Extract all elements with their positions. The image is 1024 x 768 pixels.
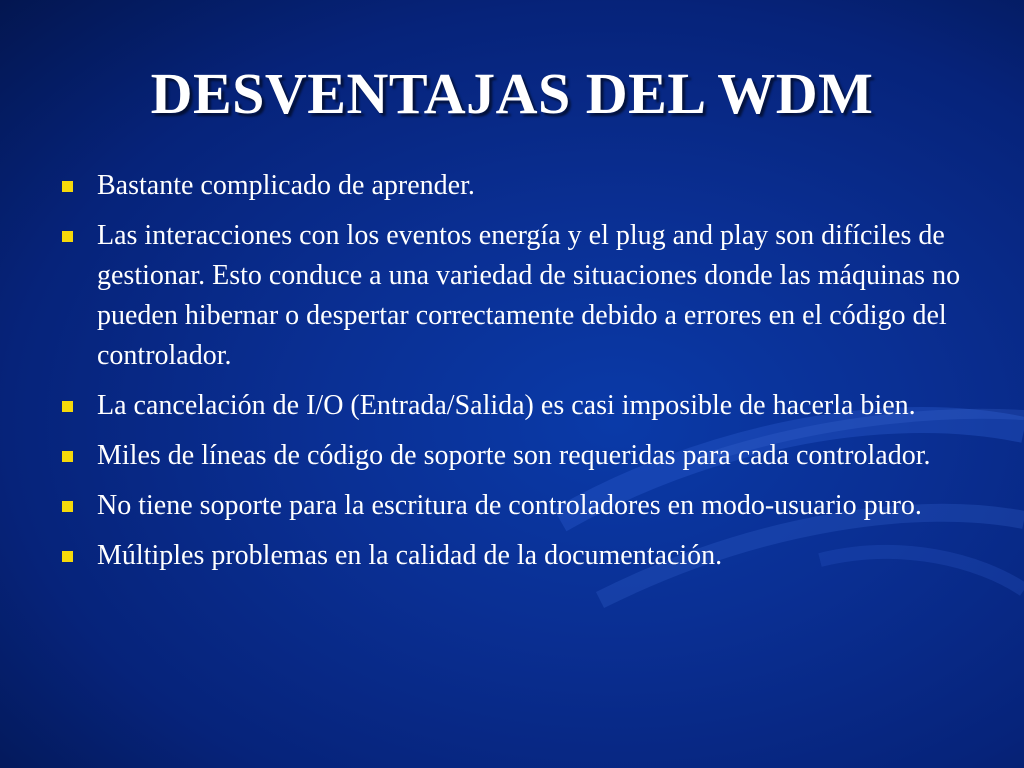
list-item <box>60 386 970 426</box>
slide-title: DESVENTAJAS DEL WDM <box>150 61 874 126</box>
bullet-text: No tiene soporte para la escritura de controladores en modo-usuario puro. <box>97 490 922 521</box>
bullet-text: Las interacciones con los eventos energía y el plug and play son difíciles de gestionar. Esto conduce a una variedad de situaciones donde las máquinas no pueden hibernar o despertar correctamente debido a errores en el código del controlador. <box>97 220 961 371</box>
square-bullet-icon <box>62 401 73 412</box>
bullet-text: Miles de líneas de código de soporte son requeridas para cada controlador. <box>97 440 931 471</box>
bullet-text: Múltiples problemas en la calidad de la documentación. <box>97 540 723 571</box>
list-item <box>60 536 970 576</box>
list-item <box>60 486 970 526</box>
square-bullet-icon <box>62 181 73 192</box>
square-bullet-icon <box>62 451 73 462</box>
square-bullet-icon <box>62 501 73 512</box>
bullet-text: La cancelación de I/O (Entrada/Salida) es casi imposible de hacerla bien. <box>97 390 916 421</box>
square-bullet-icon <box>62 551 73 562</box>
bullet-text: Bastante complicado de aprender. <box>97 170 475 201</box>
square-bullet-icon <box>62 231 73 242</box>
list-item <box>60 216 970 376</box>
list-item <box>60 166 970 206</box>
list-item <box>60 436 970 476</box>
bullet-list <box>60 166 970 586</box>
